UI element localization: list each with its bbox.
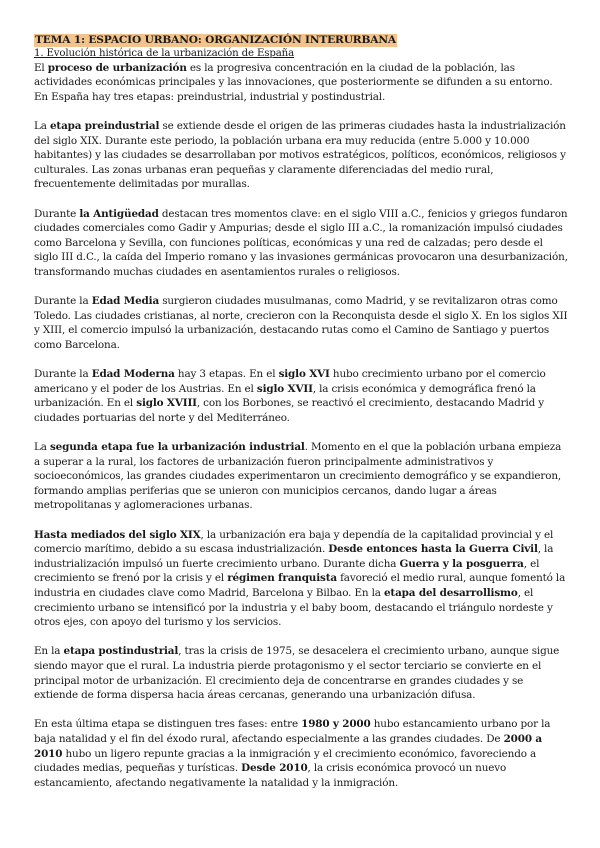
bold-term: 2000 a 2010 [34,732,542,760]
paragraph [34,61,568,105]
text-segment: En la [34,645,64,658]
title-line [34,33,568,48]
paragraph [34,294,568,352]
text-segment: favoreció el medio rural, aunque fomentó la industria en ciudades clave como Madrid, Barcelona y Bilbao. En la [34,572,566,599]
bold-term: régimen franquista [227,572,337,585]
paragraph [34,207,568,280]
paragraph [34,528,568,630]
text-segment: hubo estancamiento urbano por la baja natalidad y el fin del éxodo rural, afectando especialmente a las grandes ciudades. De [34,718,551,745]
bold-term: Guerra y la posguerra [399,557,524,570]
text-segment: Durante [34,207,80,220]
bold-term: la Antigüedad [79,207,159,220]
text-segment: , la crisis económica provocó un nuevo estancamiento, afectando negativamente la natalidad y la inmigración. [34,762,507,789]
text-segment: Durante la [34,368,92,381]
text-segment: En esta última etapa se distinguen tres fases: entre [34,718,302,731]
text-segment: hubo un ligero repunte gracias a la inmigración y el crecimiento económico, favoreciendo a ciudades medias, pequeñas y turísticas. [34,747,536,775]
paragraph [34,717,568,790]
text-segment: , con los Borbones, se reactivó el crecimiento, destacando Madrid y ciudades portuarias del norte y del Mediterráneo. [34,397,545,424]
text-segment: , la urbanización era baja y dependía de la capitalidad provincial y el comercio marítimo, debido a su escasa industrialización. [34,528,554,556]
bold-term: segunda etapa fue la urbanización industrial [49,441,305,454]
bold-term: Desde entonces hasta la Guerra Civil [328,543,538,556]
text-segment: , la crisis económica y demográfica frenó la urbanización. En el [34,382,536,410]
text-segment: surgieron ciudades musulmanas, como Madrid, y se revitalizaron otras como Toledo. Las ciudades cristianas, al norte, crecieron con la Reconquista desde el siglo X. En los siglos XII y XIII, el comercio impulsó la urbanización, destacando rutas como el Camino de Santiago y puertos como Barcelona. [34,295,568,351]
bold-term: Edad Media [91,295,160,308]
text-segment: , tras la crisis de 1975, se desacelera el crecimiento urbano, aunque sigue siendo mayor que el rural. La industria pierde protagonismo y el sector terciario se convierte en el principal motor de urbanización. El crecimiento deja de concentrarse en grandes ciudades y se extiende de forma dispersa hacia áreas cercanas, generando una urbanización difusa. [34,645,560,702]
bold-term: siglo XVIII [136,397,197,410]
document-body [34,61,568,791]
text-segment: , el crecimiento urbano se intensificó por la industria y el baby boom, destacando el triángulo nordeste y otros ejes, con apoyo del turismo y los servicios. [34,586,553,629]
section-subtitle: 1. Evolución histórica de la urbanización de España [34,47,294,59]
bold-term: etapa del desarrollismo [383,586,518,599]
paragraph [34,367,568,425]
bold-term: siglo XVII [256,382,313,395]
text-segment: La [34,119,50,132]
text-segment: , la industrialización impulsó un fuerte crecimiento urbano. Durante dicha [34,543,554,570]
page-title: TEMA 1: ESPACIO URBANO: ORGANIZACIÓN INTERURBANA [35,34,396,46]
bold-term: Desde 2010 [241,762,308,775]
text-segment: . Momento en el que la población urbana empieza a superar a la rural, los factores de urbanización fueron principalmente administrativos y socioeconómicos, las grandes ciudades experimentaron un crecimiento demográfico y se expandieron, formando amplias periferias que se unieron con municipios cercanos, dando lugar a áreas metropolitanas y aglomeraciones urbanas. [34,441,562,512]
bold-term: proceso de urbanización [47,61,187,74]
paragraph [34,644,568,702]
bold-term: Hasta mediados del siglo XIX [34,528,201,541]
text-segment: es la progresiva concentración en la ciudad de la población, las actividades económicas principales y las innovaciones, que posteriormente se difunden a su entorno. En España hay tres etapas: preindustrial, industrial y postindustrial. [34,61,553,103]
bold-term: 1980 y 2000 [301,718,371,731]
bold-term: siglo XVI [278,368,330,381]
text-segment: destacan tres momentos clave: en el siglo VIII a.C., fenicios y griegos fundaron ciudades comerciales como Gadir y Ampurias; desde el siglo III a.C., la romanización impulsó ciudades como Barcelona y Sevilla, con funciones políticas, económicas y una red de calzadas; pero desde el siglo III d.C., la caída del Imperio romano y las invasiones germánicas provocaron una desurbanización, transformando muchas ciudades en asentamientos rurales o religiosos. [34,207,568,278]
text-segment: La [34,441,50,454]
paragraph [34,119,568,192]
text-segment: se extiende desde el origen de las primeras ciudades hasta la industrialización del siglo XIX. Durante este periodo, la población urbana era muy reducida (entre 5.000 y 10.000 habitantes) y las ciudades se desarrollaban por motivos estratégicos, políticos, económicos, religiosos y culturales. Las zonas urbanas eran pequeñas y claramente diferenciadas del medio rural, frecuentemente delimitadas por murallas. [34,119,566,191]
bold-term: etapa postindustrial [63,645,179,658]
bold-term: etapa preindustrial [49,119,160,132]
text-segment: El [34,61,48,74]
text-segment: , el crecimiento se frenó por la crisis y el [34,557,540,585]
paragraph [34,440,568,513]
bold-term: Edad Moderna [91,368,175,381]
text-segment: hubo crecimiento urbano por el comercio americano y el poder de los Austrias. En el [34,368,546,395]
text-segment: Durante la [34,295,92,308]
text-segment: hay 3 etapas. En el [174,368,279,381]
